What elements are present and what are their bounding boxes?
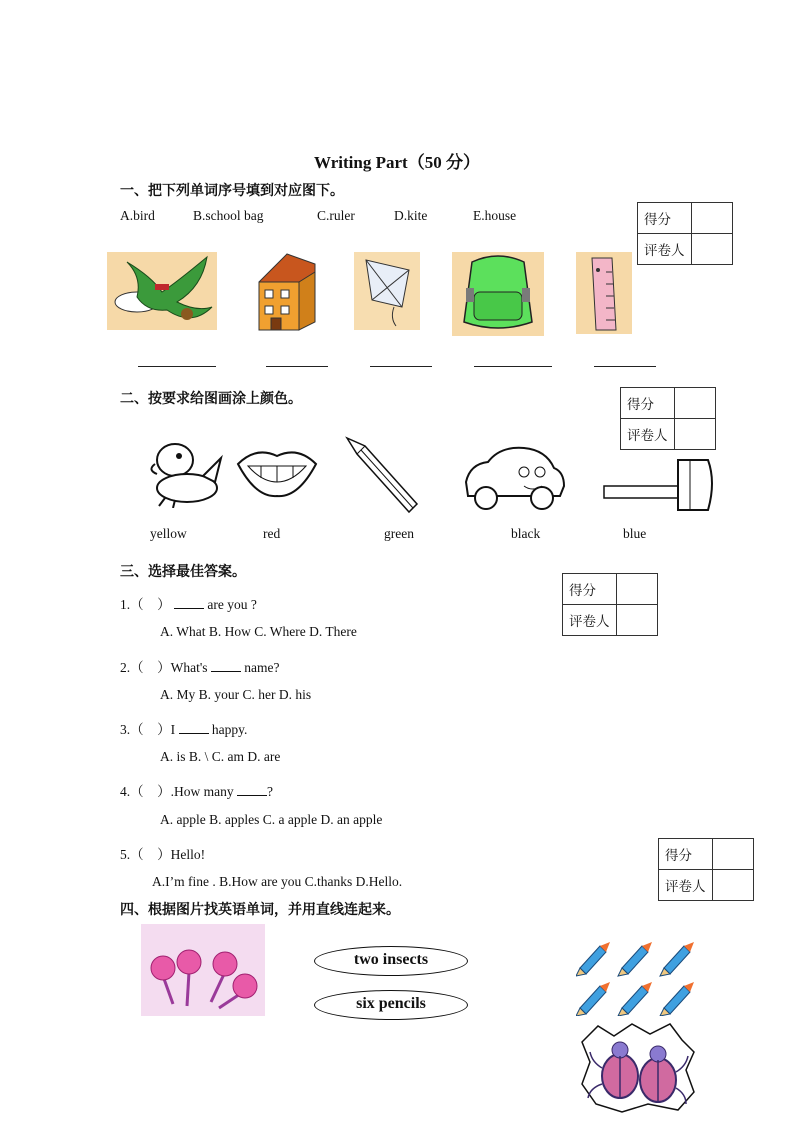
phrase-two-insects[interactable] bbox=[314, 946, 468, 976]
score-label: 得分 bbox=[563, 574, 617, 605]
answer-blank-2[interactable] bbox=[266, 366, 328, 367]
question-text-pre: .How many bbox=[170, 784, 237, 799]
color-yellow: yellow bbox=[150, 526, 187, 541]
phrase-text: two insects bbox=[353, 951, 429, 968]
phrase-six-pencils[interactable] bbox=[314, 990, 468, 1020]
answer-blank-1[interactable] bbox=[138, 366, 216, 367]
grader-label: 评卷人 bbox=[621, 419, 675, 450]
grader-label: 评卷人 bbox=[563, 605, 617, 636]
question-4-options: A. apple B. apples C. a apple D. an apple bbox=[160, 812, 383, 827]
question-2-options: A. My B. your C. her D. his bbox=[160, 687, 312, 702]
question-number: 4.（ ） bbox=[120, 784, 171, 799]
page-title: Writing Part（50 分） bbox=[314, 153, 480, 172]
duck-image bbox=[145, 436, 225, 508]
question-1 bbox=[120, 593, 257, 613]
question-number: 5.（ ） bbox=[120, 847, 171, 862]
score-cell[interactable] bbox=[674, 388, 715, 419]
question-number: 1.（ ） bbox=[120, 597, 171, 612]
grader-cell[interactable] bbox=[616, 605, 657, 636]
grader-cell[interactable] bbox=[691, 234, 732, 265]
grader-label: 评卷人 bbox=[659, 870, 713, 901]
score-label: 得分 bbox=[621, 388, 675, 419]
score-table-1 bbox=[637, 202, 733, 265]
question-3 bbox=[120, 718, 247, 738]
question-text: are you ? bbox=[204, 597, 257, 612]
score-cell[interactable] bbox=[712, 839, 753, 870]
score-label: 得分 bbox=[659, 839, 713, 870]
pencil-image bbox=[343, 434, 419, 514]
score-table-4 bbox=[658, 838, 754, 901]
section2-heading: 二、按要求给图画涂上颜色。 bbox=[120, 391, 302, 407]
question-blank[interactable] bbox=[211, 659, 241, 672]
section3-heading: 三、选择最佳答案。 bbox=[120, 564, 246, 580]
question-1-options: A. What B. How C. Where D. There bbox=[160, 624, 357, 639]
color-green: green bbox=[384, 526, 414, 541]
question-blank[interactable] bbox=[174, 596, 204, 609]
word-ruler: C.ruler bbox=[317, 208, 355, 223]
phrase-text: six pencils bbox=[356, 995, 426, 1012]
score-label: 得分 bbox=[638, 203, 692, 234]
question-text: name? bbox=[240, 660, 280, 675]
grader-cell[interactable] bbox=[712, 870, 753, 901]
answer-blank-5[interactable] bbox=[594, 366, 656, 367]
score-cell[interactable] bbox=[691, 203, 732, 234]
grader-label: 评卷人 bbox=[638, 234, 692, 265]
hammer-image bbox=[600, 452, 718, 514]
word-kite: D.kite bbox=[394, 208, 428, 223]
word-house: E.house bbox=[473, 208, 517, 223]
section1-heading: 一、把下列单词序号填到对应图下。 bbox=[120, 183, 344, 199]
question-text: ? bbox=[267, 784, 273, 799]
house-image bbox=[257, 252, 317, 332]
ruler-image bbox=[576, 252, 632, 334]
question-2 bbox=[120, 656, 280, 676]
car-image bbox=[460, 442, 568, 512]
question-5 bbox=[120, 843, 205, 863]
color-black: black bbox=[511, 526, 541, 541]
question-text-pre: I bbox=[170, 722, 179, 737]
question-4 bbox=[120, 780, 273, 800]
kite-image bbox=[354, 252, 420, 330]
bird-image bbox=[107, 252, 217, 330]
question-number: 3.（ ） bbox=[120, 722, 171, 737]
school-bag-image bbox=[452, 252, 544, 336]
lollipops-image bbox=[141, 924, 265, 1016]
two-insects-image bbox=[578, 1022, 698, 1114]
lips-image bbox=[236, 442, 318, 500]
question-5-options: A.I’m fine . B.How are you C.thanks D.Hello. bbox=[152, 874, 403, 889]
score-table-2 bbox=[620, 387, 716, 450]
question-3-options: A. is B. \ C. am D. are bbox=[160, 749, 281, 764]
word-school-bag: B.school bag bbox=[193, 208, 264, 223]
question-number: 2.（ ） bbox=[120, 660, 171, 675]
word-bird: A.bird bbox=[120, 208, 155, 223]
six-pencils-image bbox=[576, 932, 700, 1016]
question-text-pre: Hello! bbox=[170, 847, 206, 862]
answer-blank-4[interactable] bbox=[474, 366, 552, 367]
answer-blank-3[interactable] bbox=[370, 366, 432, 367]
score-table-3 bbox=[562, 573, 658, 636]
score-cell[interactable] bbox=[616, 574, 657, 605]
question-blank[interactable] bbox=[237, 783, 267, 796]
question-text-pre: What's bbox=[170, 660, 211, 675]
color-blue: blue bbox=[623, 526, 647, 541]
question-text: happy. bbox=[208, 722, 248, 737]
grader-cell[interactable] bbox=[674, 419, 715, 450]
color-red: red bbox=[263, 526, 281, 541]
section4-heading: 四、根据图片找英语单词，并用直线连起来。 bbox=[120, 902, 400, 918]
question-blank[interactable] bbox=[179, 721, 209, 734]
